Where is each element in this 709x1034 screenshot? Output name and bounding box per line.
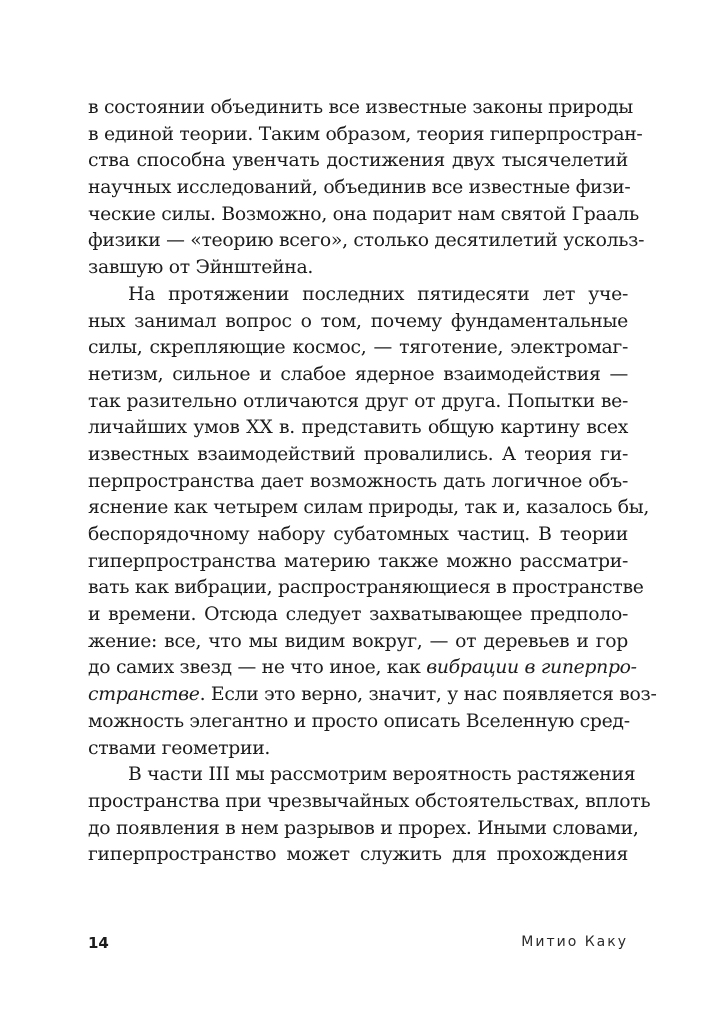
text-line-with-italic: [88, 682, 657, 709]
text-line: яснение как четырем силам природы, так и, казалось бы,: [88, 497, 650, 519]
text-line: гиперпространства материю также можно рассматри-: [88, 550, 628, 572]
text-line: физики — «теорию всего», столько десятилетий ускольз-: [88, 230, 645, 252]
text-line: так разительно отличаются друг от друга. Попытки ве-: [88, 390, 628, 412]
text-line: жение: все, что мы видим вокруг, — от деревьев и гор: [88, 630, 628, 652]
text-fragment: . Если это верно, значит, у нас появляется воз-: [199, 684, 657, 706]
page-number: 14: [88, 934, 109, 952]
italic-phrase: вибрации в гиперпро-: [426, 657, 637, 679]
text-line: и времени. Отсюда следует захватывающее предполо-: [88, 604, 628, 626]
text-line: можность элегантно и просто описать Вселенную сред-: [88, 710, 630, 732]
running-head-author: Митио Каку: [521, 934, 628, 950]
text-line: до появления в нем разрывов и прорех. Иными словами,: [88, 817, 639, 839]
text-line: вать как вибрации, распространяющиеся в пространстве: [88, 577, 644, 599]
text-line: научных исследований, объединив все известные физи-: [88, 177, 631, 199]
text-line: завшую от Эйнштейна.: [88, 257, 314, 279]
text-line: личайших умов XX в. представить общую картину всех: [88, 417, 628, 439]
text-fragment: до самих звезд — не что иное, как: [88, 657, 427, 679]
text-line: силы, скрепляющие космос, — тяготение, электромаг-: [88, 337, 628, 359]
text-line: известных взаимодействий провалились. А теория ги-: [88, 443, 628, 465]
text-line: в единой теории. Таким образом, теория гиперпростран-: [88, 123, 643, 145]
text-line: нетизм, сильное и слабое ядерное взаимодействия —: [88, 363, 628, 385]
italic-phrase: странстве: [88, 684, 200, 706]
text-line: ных занимал вопрос о том, почему фундаментальные: [88, 310, 628, 332]
text-line: гиперпространство может служить для прохождения: [88, 844, 628, 866]
page-footer: [88, 934, 628, 958]
text-line: пространства при чрезвычайных обстоятельствах, вплоть: [88, 790, 651, 812]
body-text: [88, 95, 657, 869]
text-line: перпространства дает возможность дать логичное объ-: [88, 470, 628, 492]
text-line: ческие силы. Возможно, она подарит нам святой Грааль: [88, 203, 639, 225]
text-line: В части III мы рассмотрим вероятность растяжения: [128, 764, 636, 786]
text-line: ства способна увенчать достижения двух тысячелетий: [88, 150, 628, 172]
text-line: беспорядочному набору субатомных частиц. В теории: [88, 524, 628, 545]
text-line: На протяжении последних пятидесяти лет уче-: [128, 283, 628, 305]
text-line: ствами геометрии.: [88, 737, 271, 759]
text-line: в состоянии объединить все известные законы природы: [88, 97, 633, 118]
text-line-with-italic: [88, 655, 637, 682]
